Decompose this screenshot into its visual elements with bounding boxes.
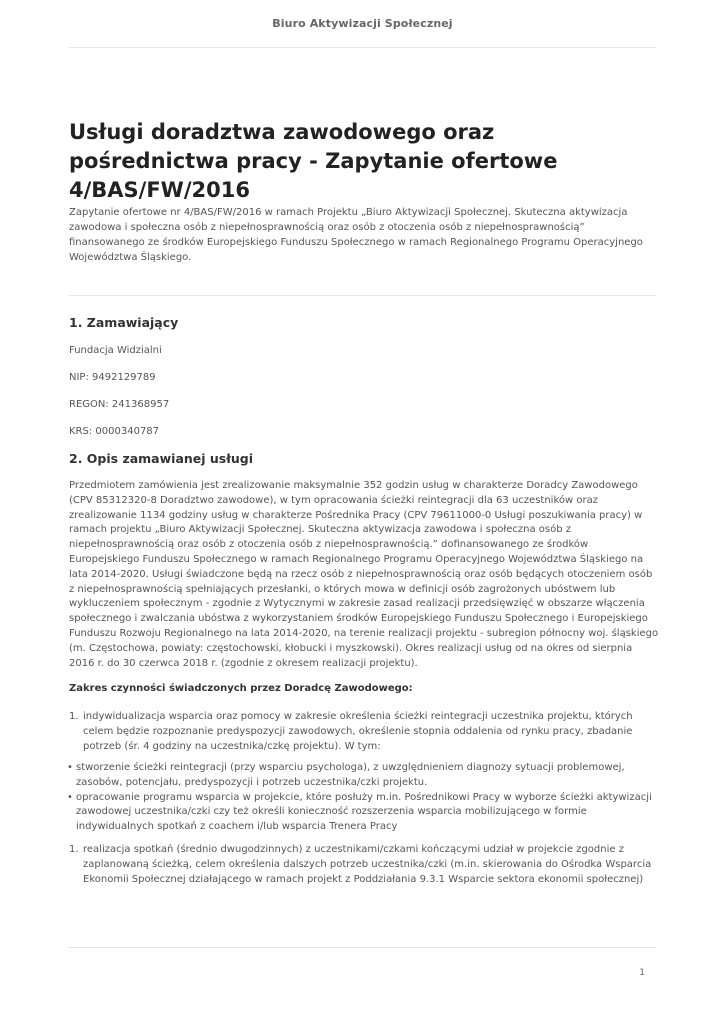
list-item <box>69 842 659 887</box>
site-name[interactable]: Biuro Aktywizacji Społecznej <box>272 17 453 30</box>
bullet-item-text: opracowanie programu wsparcia w projekcie, które posłuży m.in. Pośrednikowi Pracy w wyborze ścieżki aktywizacji zawodowej uczestnika/czki czy też określi konieczność rozszerzenia wsparcia mobilizującego w formie indywidualnych spotkań z coachem i/lub wsparcia Trenera Pracy <box>76 791 652 833</box>
list-item-text: indywidualizacja wsparcia oraz pomocy w zakresie określenia ścieżki reintegracji uczestnika projektu, których celem będzie rozpoznanie predyspozycji zawodowych, określenie stopnia oddalenia od rynku pracy, zbadanie potrzeb (śr. 4 godziny na uczestnika/czkę projektu). W tym: <box>83 711 633 752</box>
footer-divider <box>69 947 656 948</box>
krs-number: KRS: 0000340787 <box>69 426 160 437</box>
bullet-item <box>62 761 659 791</box>
bullet-item-text: stworzenie ścieżki reintegracji (przy wsparciu psychologa), z uwzględnieniem diagnozy sytuacji problemowej, zasobów, potencjału, predyspozycji i potrzeb uczestnika/czki projektu. <box>76 762 625 788</box>
service-description: Przedmiotem zamówienia jest zrealizowanie maksymalnie 352 godzin usług w charakterze Doradcy Zawodowego (CPV 85312320-8 Doradztwo zawodowe), w tym opracowania ścieżki reintegracji dla 63 uczestników oraz zrealizowanie 1134 godziny usług w charakterze Pośrednika Pracy (CPV 79611000-0 Usługi poszukiwania pracy) w ramach projektu „Biuro Aktywizacji Społecznej. Skuteczna aktywizacja zawodowa i społeczna osób z niepełnosprawnością oraz osób z otoczenia osób z niepełnosprawnością.” dofinansowanego ze środków Europejskiego Funduszu Społecznego w ramach Regionalnego Programu Operacyjnego Województwa Śląskiego na lata 2014-2020. Usługi świadczone będą na rzecz osób z niepełnosprawnością oraz osób będących otoczeniem osób z niepełnosprawnością spełniających przesłanki, o których mowa w definicji osób zagrożonych ubóstwem lub wykluczeniem społecznym - zgodnie z Wytycznymi w zakresie zasad realizacji przedsięwzięć w obszarze włączenia społecznego i zwalczania ubóstwa z wykorzystaniem środków Europejskiego Funduszu Społecznego i Europejskiego Funduszu Rozwoju Regionalnego na lata 2014-2020, na terenie realizacji projektu - subregion północny woj. śląskiego (m. Częstochowa, powiaty: częstochowski, kłobucki i myszkowski). Okres realizacji usług od na okres od sierpnia 2016 r. do 30 czerwca 2018 r. (zgodnie z okresem realizacji projektu). <box>69 480 659 669</box>
ordered-list-first <box>69 709 659 754</box>
bullet-item <box>62 791 659 835</box>
list-item-number: 1. <box>69 711 79 722</box>
list-item <box>69 709 659 754</box>
regon-number: REGON: 241368957 <box>69 399 170 410</box>
intro-paragraph: Zapytanie ofertowe nr 4/BAS/FW/2016 w ramach Projektu „Biuro Aktywizacji Społecznej. Skuteczna aktywizacja zawodowa i społeczna osób z niepełnosprawnością oraz osób z otoczenia osób z niepełnosprawnością” finansowanego ze środków Europejskiego Funduszu Społecznego w ramach Regionalnego Programu Operacyjnego Województwa Śląskiego. <box>69 207 643 263</box>
page-title: Usługi doradztwa zawodowego oraz pośrednictwa pracy - Zapytanie ofertowe 4/BAS/FW/2016 <box>69 120 558 202</box>
bullet-list <box>62 761 659 835</box>
list-item-number: 1. <box>69 844 79 855</box>
ordered-list-second <box>69 842 659 887</box>
organization-name: Fundacja Widzialni <box>69 345 162 356</box>
page-number: 1 <box>639 968 645 978</box>
section-heading-contracting-party: 1. Zamawiający <box>69 315 179 330</box>
bullet-icon: • <box>67 762 73 773</box>
section-divider <box>69 295 656 296</box>
scope-heading: Zakres czynności świadczonych przez Doradcę Zawodowego: <box>69 683 413 694</box>
site-header <box>69 0 656 48</box>
list-item-text: realizacja spotkań (średnio dwugodzinnych) z uczestnikami/czkami kończącymi udział w projekcie zgodnie z zaplanowaną ścieżką, celem określenia dalszych potrzeb uczestnika/czki (m.in. skierowania do Ośrodka Wsparcia Ekonomii Społecznej działającego w ramach projekt z Poddziałania 9.3.1 Wsparcie sektora ekonomii społecznej) <box>83 844 652 885</box>
nip-number: NIP: 9492129789 <box>69 372 156 383</box>
bullet-icon: • <box>67 791 73 803</box>
section-heading-service-description: 2. Opis zamawianej usługi <box>69 451 254 466</box>
